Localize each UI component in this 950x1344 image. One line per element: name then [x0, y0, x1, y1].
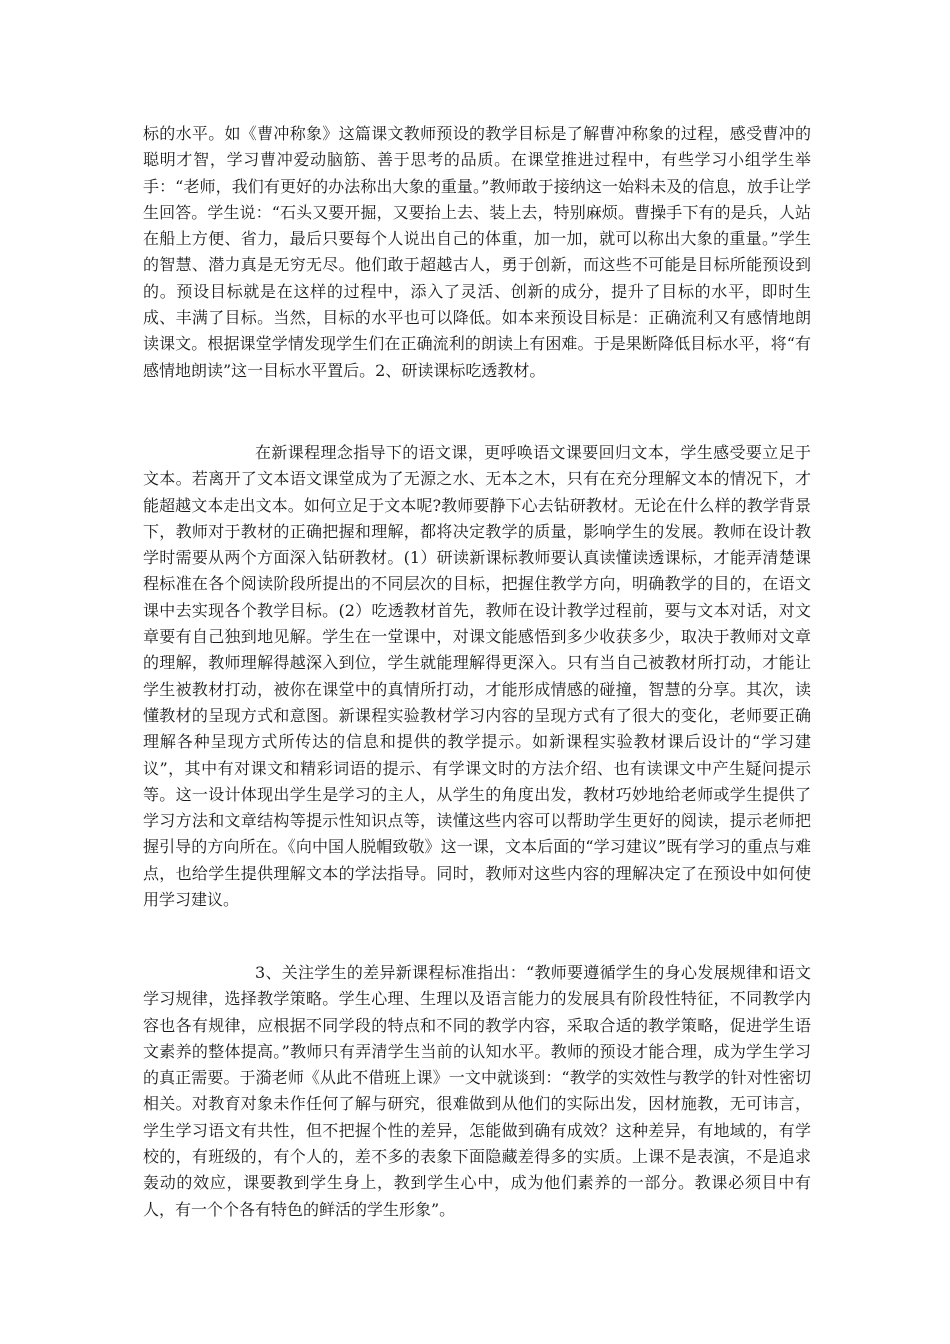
paragraph-1: 标的水平。如《曹冲称象》这篇课文教师预设的教学目标是了解曹冲称象的过程，感受曹冲的聪明才智，学习曹冲爱动脑筋、善于思考的品质。在课堂推进过程中，有些学习小组学生举手：“老师，我们有更好的办法称出大象的重量。”教师敢于接纳这一始料未及的信息，放手让学生回答。学生说：“石头又要开掘，又要抬上去、装上去，特别麻烦。曹操手下有的是兵，人站在船上方便、省力，最后只要每个人说出自己的体重，加一加，就可以称出大象的重量。”学生的智慧、潜力真是无穷无尽。他们敢于超越古人，勇于创新，而这些不可能是目标所能预设到的。预设目标就是在这样的过程中，添入了灵活、创新的成分，提升了目标的水平，即时生成、丰满了目标。当然，目标的水平也可以降低。如本来预设目标是：正确流利又有感情地朗读课文。根据课堂学情发现学生们在正确流利的朗读上有困难。于是果断降低目标水平，将“有感情地朗读”这一目标水平置后。2、研读课标吃透教材。 — [143, 124, 811, 380]
paragraph-2: 在新课程理念指导下的语文课，更呼唤语文课要回归文本，学生感受要立足于文本。若离开了文本语文课堂成为了无源之水、无本之木，只有在充分理解文本的情况下，才能超越文本走出文本。如何立足于文本呢?教师要静下心去钻研教材。无论在什么样的教学背景下，教师对于教材的正确把握和理解，都将决定教学的质量，影响学生的发展。教师在设计教学时需要从两个方面深入钻研教材。(1）研读新课标教师要认真读懂读透课标，才能弄清楚课程标准在各个阅读阶段所提出的不同层次的目标，把握住教学方向，明确教学的目的，在语文课中去实现各个教学目标。(2）吃透教材首先，教师在设计教学过程前，要与文本对话，对文章要有自己独到地见解。学生在一堂课中，对课文能感悟到多少收获多少，取决于教师对文章的理解，教师理解得越深入到位，学生就能理解得更深入。只有当自己被教材所打动，才能让学生被教材打动，被你在课堂中的真情所打动，才能形成情感的碰撞，智慧的分享。其次，读懂教材的呈现方式和意图。新课程实验教材学习内容的呈现方式有了很大的变化，老师要正确理解各种呈现方式所传达的信息和提供的教学提示。如新课程实验教材课后设计的“学习建议”，其中有对课文和精彩词语的提示、有学课文时的方法介绍、也有读课文中产生疑问提示等。这一设计体现出学生是学习的主人，从学生的角度出发，教材巧妙地给老师或学生提供了学习方法和文章结构等提示性知识点等，读懂这些内容可以帮助学生更好的阅读，提示老师把握引导的方向所在。《向中国人脱帽致敬》这一课，文本后面的“学习建议”既有学习的重点与难点，也给学生提供理解文本的学法指导。同时，教师对这些内容的理解决定了在预设中如何使用学习建议。 — [143, 443, 811, 910]
paragraph-3: 3、关注学生的差异新课程标准指出：“教师要遵循学生的身心发展规律和语文学习规律，选择教学策略。学生心理、生理以及语言能力的发展具有阶段性特征，不同教学内容也各有规律，应根据不同学段的特点和不同的教学内容，采取合适的教学策略，促进学生语文素养的整体提高。”教师只有弄清学生当前的认知水平。教师的预设才能合理，成为学生学习的真正需要。于漪老师《从此不借班上课》一文中就谈到：“教学的实效性与教学的针对性密切相关。对教育对象未作任何了解与研究，很难做到从他们的实际出发，因材施教，无可讳言，学生学习语文有共性，但不把握个性的差异，怎能做到确有成效？这种差异，有地域的，有学校的，有班级的，有个人的，差不多的表象下面隐藏差得多的实质。上课不是表演，不是追求轰动的效应，课要教到学生身上，教到学生心中，成为他们素养的一部分。教课必须目中有人，有一个个各有特色的鲜活的学生形象”。 — [143, 963, 811, 1219]
